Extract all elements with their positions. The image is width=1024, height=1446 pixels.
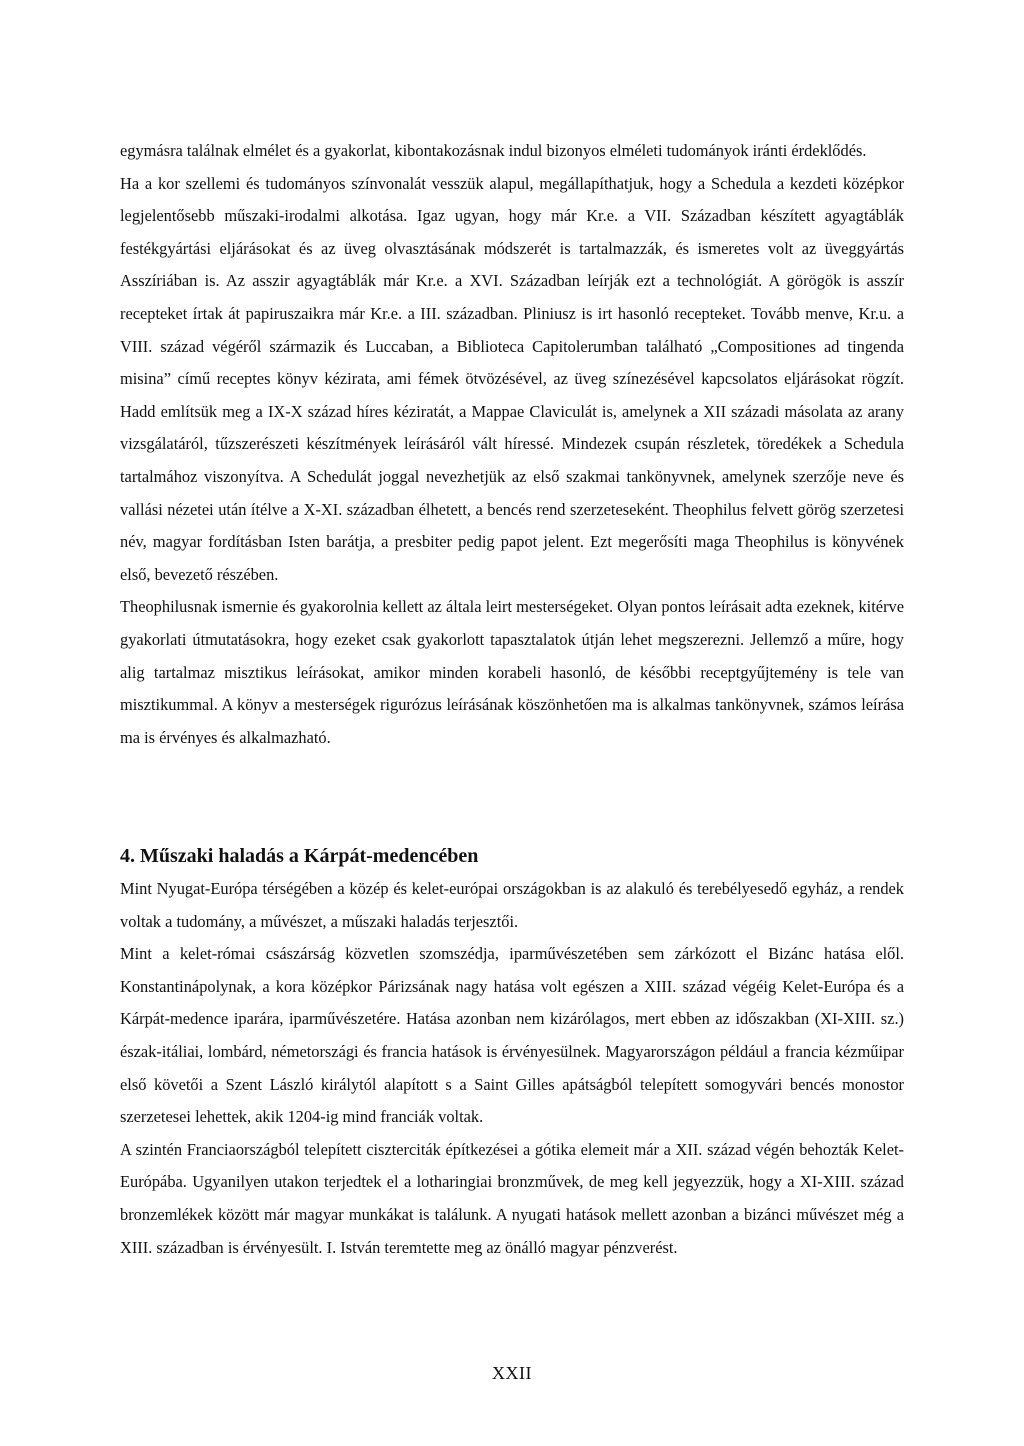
section-heading: 4. Műszaki haladás a Kárpát-medencében <box>120 845 479 867</box>
paragraph-intro-2: Ha a kor szellemi és tudományos színvonalát vesszük alapul, megállapíthatjuk, hogy a Schedula a kezdeti középkor legjelentősebb műszaki-irodalmi alkotása. Igaz ugyan, hogy már Kr.e. a VII. Században készített agyagtáblák festékgyártási eljárásokat és az üveg olvasztásának módszerét is tartalmazzák, és ismeretes volt az üveggyártás Asszíriában is. Az asszir agyagtáblák már Kr.e. a XVI. Században leírják ezt a technológiát. A görögök is asszír recepteket írtak át papiruszaikra már Kr.e. a III. században. Pliniusz is irt hasonló recepteket. Tovább menve, Kr.u. a VIII. század végéről származik és Luccaban, a Biblioteca Capitolerumban található „Compositiones ad tingenda misina” című receptes könyv kézirata, ami fémek ötvözésével, az üveg színezésével kapcsolatos eljárásokat rögzít. Hadd említsük meg a IX-X század híres kéziratát, a Mappae Claviculát is, amelynek a XII századi másolata az arany vizsgálatáról, tűzszerészeti készítmények leírásáról vált híressé. Mindezek csupán részletek, töredékek a Schedula tartalmához viszonyítva. A Schedulát joggal nevezhetjük az első szakmai tankönyvnek, amelynek szerzője neve és vallási nézetei után ítélve a X-XI. században élhetett, a bencés rend szerzeteseként. Theophilus felvett görög szerzetesi név, magyar fordításban Isten barátja, a presbiter pedig papot jelent. Ezt megerősíti maga Theophilus is könyvének első, bevezető részében. <box>120 173 904 584</box>
paragraph-section-3: A szintén Franciaországból telepített ciszterciták építkezései a gótika elemeit már a XII. század végén behozták Kelet-Európába. Ugyanilyen utakon terjedtek el a lotharingiai bronzművek, de meg kell jegyezzük, hogy a XI-XIII. század bronzemlékek között már magyar munkákat is találunk. A nyugati hatások mellett azonban a bizánci művészet még a XIII. században is érvényesült. I. István teremtette meg az önálló magyar pénzverést. <box>120 1139 904 1257</box>
section-text <box>120 873 904 1264</box>
paragraph-intro-1: egymásra találnak elmélet és a gyakorlat, kibontakozásnak indul bizonyos elméleti tudományok iránti érdeklődés. <box>120 141 867 160</box>
paragraph-intro-3: Theophilusnak ismernie és gyakorolnia kellett az általa leirt mesterségeket. Olyan pontos leírásait adta ezeknek, kitérve gyakorlati útmutatásokra, hogy ezeket csak gyakorlott tapasztalatok útján lehet megszerezni. Jellemző a műre, hogy alig tartalmaz misztikus leírásokat, amikor minden korabeli hasonló, de későbbi receptgyűjtemény is tele van misztikummal. A könyv a mesterségek rigurózus leírásának köszönhetően ma is alkalmas tankönyvnek, számos leírása ma is érvényes és alkalmazható. <box>120 597 904 747</box>
page-number: XXII <box>492 1363 532 1383</box>
paragraph-section-2: Mint a kelet-római császárság közvetlen szomszédja, iparművészetében sem zárkózott el Bizánc hatása elől. Konstantinápolynak, a kora középkor Párizsának nagy hatása volt egészen a XIII. század végéig Kelet-Európa és a Kárpát-medence iparára, iparművészetére. Hatása azonban nem kizárólagos, mert ebben az időszakban (XI-XIII. sz.) észak-itáliai, lombárd, németországi és francia hatások is érvényesülnek. Magyarországon például a francia kézműipar első követői a Szent László királytól alapított s a Saint Gilles apátságból telepített somogyvári bencés monostor szerzetesei lehettek, akik 1204-ig mind franciák voltak. <box>120 944 904 1127</box>
paragraph-section-1: Mint Nyugat-Európa térségében a közép és kelet-európai országokban is az alakuló és terebélyesedő egyház, a rendek voltak a tudomány, a művészet, a műszaki haladás terjesztői. <box>120 879 904 931</box>
intro-text <box>120 135 904 754</box>
